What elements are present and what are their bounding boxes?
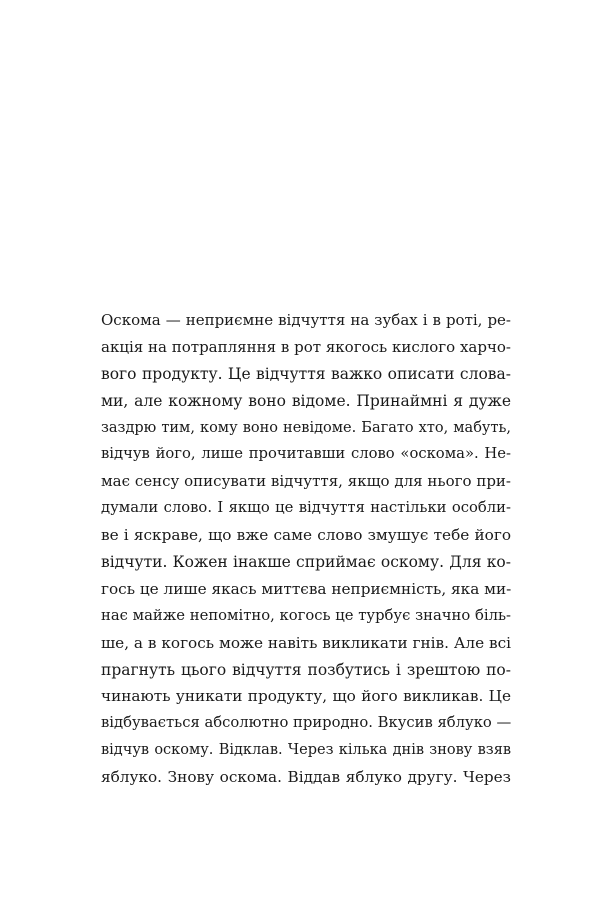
text-line: ве і яскраве, що вже саме слово змушує тебе його — [101, 526, 511, 545]
body-paragraph — [101, 307, 511, 791]
text-line: відбувається абсолютно природно. Вкусив яблуко — — [101, 714, 512, 732]
text-line: має сенсу описувати відчуття, якщо для нього при- — [101, 472, 511, 491]
text-line: прагнуть цього відчуття позбутись і зрештою по- — [101, 660, 511, 679]
text-line: відчув його, лише прочитавши слово «оскома». Не- — [101, 445, 511, 463]
text-line: яблуко. Знову оскома. Віддав яблуко другу. Через — [101, 768, 511, 787]
text-line: гось це лише якась миттєва неприємність, яка ми- — [101, 579, 512, 598]
text-line: відчув оскому. Відклав. Через кілька днів знову взяв — [101, 742, 511, 759]
text-line: нає майже непомітно, когось це турбує значно біль- — [101, 606, 511, 624]
text-line: думали слово. І якщо це відчуття настільки особли- — [101, 499, 511, 517]
text-line: акція на потрапляння в рот якогось кислого харчо- — [101, 337, 511, 356]
text-line: Оскома — неприємне відчуття на зубах і в роті, ре- — [101, 311, 511, 329]
text-line: відчути. Кожен інакше сприймає оскому. Для ко- — [101, 553, 511, 572]
text-line: чинають уникати продукту, що його викликав. Це — [101, 687, 511, 706]
text-line: вого продукту. Це відчуття важко описати слова- — [101, 364, 511, 383]
text-line: заздрю тим, кому воно невідоме. Багато хто, мабуть, — [101, 419, 511, 436]
text-line: ми, але кожному воно відоме. Принаймні я дуже — [101, 391, 511, 410]
text-line: ше, а в когось може навіть викликати гнів. Але всі — [101, 633, 511, 652]
